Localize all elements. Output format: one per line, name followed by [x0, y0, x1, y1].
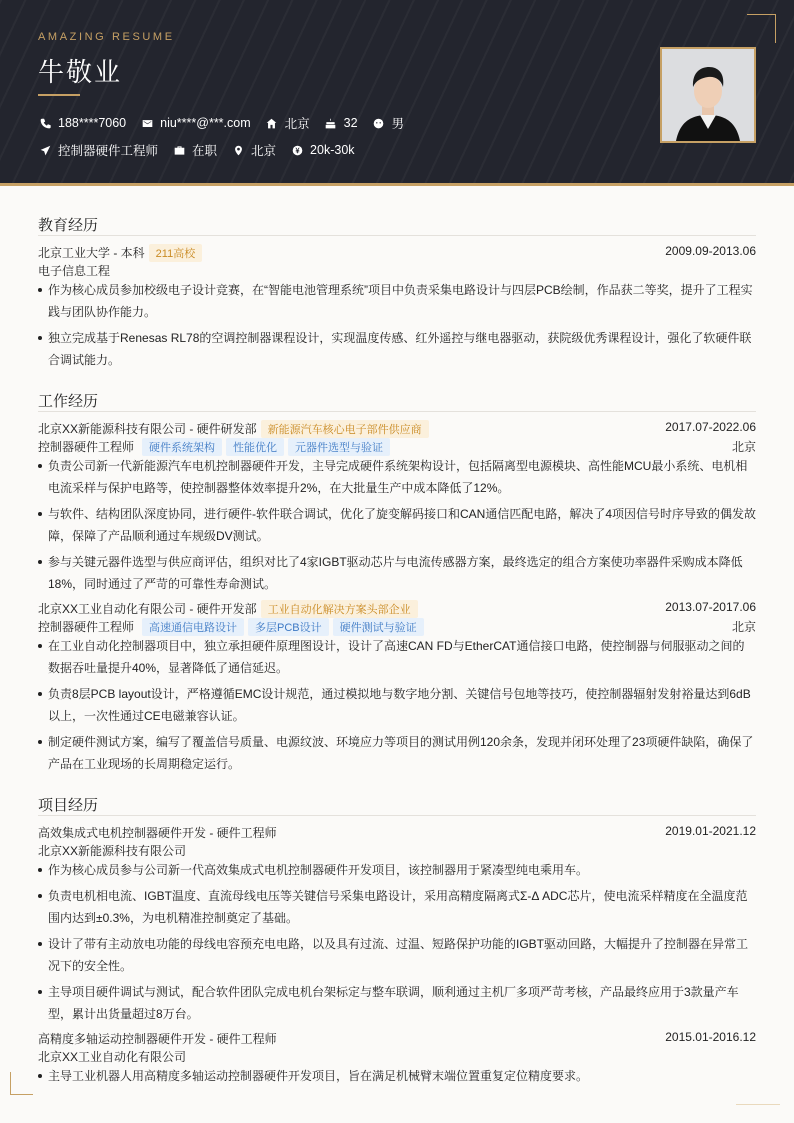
- project-date: 2015.01-2016.12: [665, 1030, 756, 1044]
- corner-decoration: [736, 1104, 780, 1105]
- job-bullet: 制定硬件测试方案，编写了覆盖信号质量、电源纹波、环境应力等项目的测试用例120余条，发现并闭环处理了23项硬件缺陷，确保了产品在工业现场的长周期稳定运行。: [38, 731, 756, 775]
- header-accent-line: [0, 183, 794, 186]
- education-major: 电子信息工程: [38, 264, 111, 278]
- corner-decoration: [10, 1072, 33, 1095]
- skill-tag: 性能优化: [226, 438, 284, 456]
- project-date: 2019.01-2021.12: [665, 824, 756, 838]
- coin-icon: [290, 143, 304, 157]
- job-bullet: 负责8层PCB layout设计，严格遵循EMC设计规范，通过模拟地与数字地分割、关键信号包地等技巧，使控制器辐射发射裕量达到6dB以上，一次性通过CE电磁兼容认证。: [38, 683, 756, 727]
- gender-value: 男: [391, 117, 405, 131]
- cake-icon: [324, 116, 338, 130]
- section-divider: [38, 235, 756, 236]
- job-location: 北京: [731, 440, 756, 454]
- corner-decoration: [747, 14, 776, 43]
- age-info: [324, 116, 358, 130]
- job-location: 北京: [731, 620, 756, 634]
- company-tag: 工业自动化解决方案头部企业: [261, 600, 418, 618]
- mail-icon: [140, 116, 154, 130]
- job-role: 控制器硬件工程师: [38, 440, 135, 454]
- job-header: [38, 600, 756, 618]
- section-divider: [38, 815, 756, 816]
- project-name: 高精度多轴运动控制器硬件开发 - 硬件工程师: [38, 1032, 277, 1046]
- job-intent-row: [38, 141, 369, 159]
- city-value: 北京: [251, 144, 277, 158]
- skill-tag: 多层PCB设计: [248, 618, 329, 636]
- job-company: 北京XX工业自动化有限公司 - 硬件开发部: [38, 602, 257, 616]
- contact-row: [38, 114, 418, 132]
- project-bullet: 主导工业机器人用高精度多轴运动控制器硬件开发项目，旨在满足机械臂末端位置重复定位精度要求。: [38, 1065, 756, 1087]
- job-bullet: 在工业自动化控制器项目中，独立承担硬件原理图设计，设计了高速CAN FD与EtherCAT通信接口电路，使控制器与伺服驱动之间的数据吞吐量提升40%，显著降低了通信延迟。: [38, 635, 756, 679]
- phone-info: [38, 116, 126, 130]
- education-header: [38, 244, 756, 262]
- phone-value: 188****7060: [58, 116, 127, 130]
- salary-value: 20k-30k: [310, 143, 355, 157]
- job-role-row: [38, 438, 756, 456]
- email-info: [140, 116, 251, 130]
- education-bullet: 独立完成基于Renesas RL78的空调控制器课程设计，实现温度传感、红外遥控与继电器驱动，获院级优秀课程设计，强化了软硬件联合调试能力。: [38, 327, 756, 371]
- skill-tag: 元器件选型与验证: [288, 438, 390, 456]
- skill-tag: 硬件测试与验证: [333, 618, 424, 636]
- gender-info: [372, 114, 405, 132]
- hometown-value: 北京: [284, 117, 310, 131]
- hometown-info: [265, 114, 310, 132]
- phone-icon: [38, 116, 52, 130]
- job-role: 控制器硬件工程师: [38, 620, 135, 634]
- project-bullet: 设计了带有主动放电功能的母线电容预充电电路，以及具有过流、过温、短路保护功能的IGBT驱动回路，大幅提升了控制器在异常工况下的安全性。: [38, 933, 756, 977]
- job-date: 2013.07-2017.06: [665, 600, 756, 614]
- briefcase-icon: [172, 143, 186, 157]
- email-value: niu****@***.com: [160, 116, 251, 130]
- job-date: 2017.07-2022.06: [665, 420, 756, 434]
- section-title-education: 教育经历: [38, 217, 99, 234]
- status-value: 在职: [192, 144, 218, 158]
- project-bullet: 负责电机相电流、IGBT温度、直流母线电压等关键信号采集电路设计，采用高精度隔离式Σ-Δ ADC芯片，使电流采样精度在全温度范围内达到±0.3%，为电机精准控制奠定了基础。: [38, 885, 756, 929]
- job-bullet: 负责公司新一代新能源汽车电机控制器硬件开发，主导完成硬件系统架构设计，包括隔离型电源模块、高性能MCU最小系统、电机相电流采样与保护电路等，使控制器整体效率提升2%，在大批量生产中成本降低了12%。: [38, 455, 756, 499]
- salary-info: [290, 143, 354, 157]
- project-bullet: 主导项目硬件调试与测试，配合软件团队完成电机台架标定与整车联调，顺利通过主机厂多项严苛考核，产品最终应用于3款量产车型，累计出货量超过8万台。: [38, 981, 756, 1025]
- project-company: 北京XX新能源科技有限公司: [38, 844, 187, 858]
- skill-tag: 硬件系统架构: [142, 438, 222, 456]
- position-info: [38, 141, 158, 159]
- status-info: [172, 141, 217, 159]
- section-title-projects: 项目经历: [38, 797, 99, 814]
- job-header: [38, 420, 756, 438]
- project-company: 北京XX工业自动化有限公司: [38, 1050, 187, 1064]
- resume-header: [0, 0, 794, 183]
- education-date: 2009.09-2013.06: [665, 244, 756, 258]
- job-bullet: 与软件、结构团队深度协同，进行硬件-软件联合调试，优化了旋变解码接口和CAN通信匹配电路，解决了4项因信号时序导致的偶发故障，保障了产品顺利通过车规级DV测试。: [38, 503, 756, 547]
- age-value: 32: [343, 116, 358, 130]
- city-info: [231, 141, 276, 159]
- section-title-work: 工作经历: [38, 393, 99, 410]
- position-value: 控制器硬件工程师: [58, 144, 159, 158]
- skill-tag: 高速通信电路设计: [142, 618, 244, 636]
- job-bullet: 参与关键元器件选型与供应商评估，组织对比了4家IGBT驱动芯片与电流传感器方案，最终选定的组合方案使功率器件采购成本降低18%，同时通过了严苛的可靠性寿命测试。: [38, 551, 756, 595]
- home-icon: [265, 116, 279, 130]
- job-company: 北京XX新能源科技有限公司 - 硬件研发部: [38, 422, 257, 436]
- send-icon: [38, 143, 52, 157]
- company-tag: 新能源汽车核心电子部件供应商: [261, 420, 429, 438]
- resume-tagline: AMAZING RESUME: [38, 31, 175, 43]
- project-bullet: 作为核心成员参与公司新一代高效集成式电机控制器硬件开发项目，该控制器用于紧凑型纯电乘用车。: [38, 859, 756, 881]
- name-underline: [38, 94, 80, 96]
- profile-photo: [660, 47, 756, 143]
- school-name: 北京工业大学 - 本科: [38, 246, 145, 260]
- job-role-row: [38, 618, 756, 636]
- candidate-name: 牛敬业: [38, 58, 123, 88]
- section-divider: [38, 411, 756, 412]
- education-bullet: 作为核心成员参加校级电子设计竞赛，在“智能电池管理系统”项目中负责采集电路设计与四层PCB绘制，作品获二等奖，提升了工程实践与团队协作能力。: [38, 279, 756, 323]
- project-name: 高效集成式电机控制器硬件开发 - 硬件工程师: [38, 826, 277, 840]
- project-header: [38, 824, 756, 841]
- project-header: [38, 1030, 756, 1047]
- school-tag: 211高校: [149, 244, 203, 262]
- location-pin-icon: [231, 143, 245, 157]
- gender-icon: [372, 116, 386, 130]
